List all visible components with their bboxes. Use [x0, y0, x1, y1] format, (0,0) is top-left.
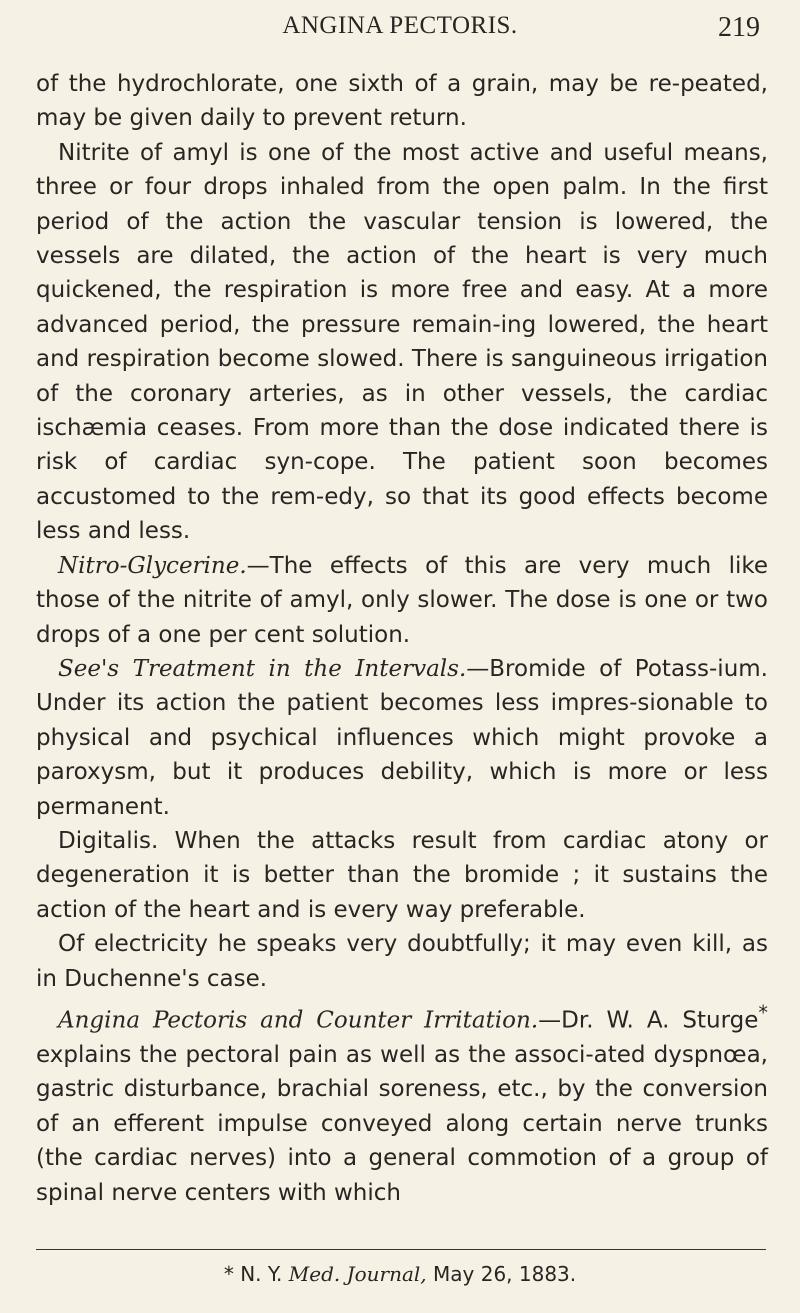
- paragraph-text: —The effects of this are very much like those of the nitrite of amyl, only slower. The dose is one or two drops of a one per cent solution.: [36, 552, 768, 648]
- paragraph: Nitrite of amyl is one of the most active and useful means, three or four drops inhaled from the open palm. In the first period of the action the vascular tension is lowered, the vessels are dilated, the action of the heart is very much quickened, the respiration is more free and easy. At a more advanced period, the pressure remain-ing lowered, the heart and respiration become slowed. There is sanguineous irrigation of the coronary arteries, as in other vessels, the cardiac ischæmia ceases. From more than the dose indicated there is risk of cardiac syn-cope. The patient soon becomes accustomed to the rem-edy, so that its good effects become less and less.: [36, 139, 768, 545]
- paragraph-text: —Bromide of Potass-ium. Under its action the patient becomes less impres-sionable to physical and psychical influences which might provoke a paroxysm, but it produces debility, which is more or less permanent.: [36, 655, 768, 820]
- paragraph-text: explains the pectoral pain as well as the associ-ated dyspnœa, gastric disturbance, brachial soreness, etc., by the conversion of an efferent impulse conveyed along certain nerve trunks (the cardiac nerves) into a general commotion of a group of spinal nerve centers with which: [36, 1042, 768, 1206]
- section-title: See's Treatment in the Intervals.: [58, 655, 467, 682]
- paragraph: Of electricity he speaks very doubtfully; it may even kill, as in Duchenne's case.: [36, 931, 768, 992]
- paragraph: of the hydrochlorate, one sixth of a grain, may be re-peated, may be given daily to prevent return.: [36, 71, 768, 132]
- body-text: [36, 67, 768, 1210]
- paragraph: Digitalis. When the attacks result from cardiac atony or degeneration it is better than the bromide ; it sustains the action of the heart and is every way preferable.: [36, 827, 768, 923]
- paragraph-text: —Dr. W. A. Sturge: [538, 1007, 759, 1034]
- running-head: [0, 10, 800, 50]
- footnote-divider: [36, 1249, 766, 1250]
- page-number: 219: [718, 12, 760, 43]
- section-title: Nitro-Glycerine.: [58, 552, 247, 579]
- section-title: Angina Pectoris and Counter Irritation.: [58, 1007, 539, 1034]
- footnote-date: May 26, 1883.: [426, 1262, 577, 1286]
- footnote-marker[interactable]: *: [758, 1000, 768, 1024]
- footnote-journal: Med. Journal,: [288, 1262, 427, 1286]
- footnote-mark: * N. Y.: [223, 1262, 289, 1286]
- paragraph: [36, 996, 768, 1210]
- paragraph: [36, 549, 768, 652]
- paragraph: [36, 652, 768, 824]
- running-title: ANGINA PECTORIS.: [282, 12, 518, 39]
- footnote: [0, 1262, 800, 1286]
